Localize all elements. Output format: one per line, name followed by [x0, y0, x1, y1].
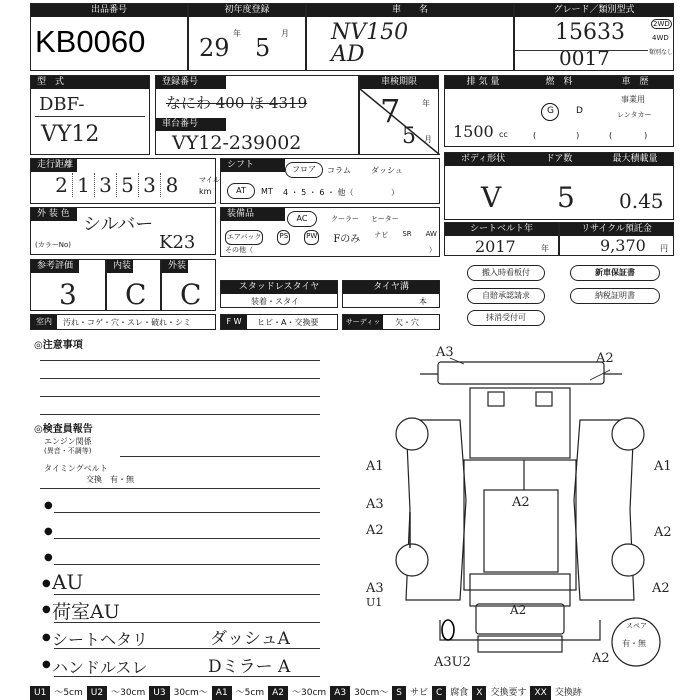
mileage-digit: 8 — [165, 173, 179, 197]
color-box — [30, 207, 216, 255]
studless-text: 装着・スタイ — [251, 297, 299, 306]
reg-year-unit: 年 — [233, 29, 241, 38]
mileage-meter: マイル — [199, 176, 220, 184]
grade-code: 15633 — [555, 20, 625, 45]
caution-label: ◎注意事項 — [34, 340, 83, 351]
inspection-month-unit: 月 — [424, 135, 432, 144]
model-prefix: DBF- — [39, 94, 85, 115]
doc-cancel: 抹消受付可 — [467, 310, 545, 326]
engine-box — [444, 75, 674, 147]
engine-notes-sub: (異音・不調等) — [44, 447, 92, 455]
damage-label: A3 — [366, 497, 384, 512]
inspection-year: 7 — [380, 92, 401, 130]
legend-key: A2 — [268, 686, 288, 700]
doc-tax: 納税証明書 — [570, 288, 660, 304]
color-label: 外 装 色 — [31, 208, 77, 221]
spare-label: スペア — [626, 622, 647, 630]
legend-value: 30cm～ — [173, 688, 208, 698]
damage-label: A3 — [366, 581, 384, 596]
bullet: ● — [44, 500, 53, 511]
body-style-label: ボディ形状 — [460, 154, 506, 164]
damage-legend — [30, 686, 700, 700]
studless-label: スタッドレスタイヤ — [221, 281, 337, 294]
damage-label: A2 — [592, 651, 610, 666]
chassis-number: VY12-239002 — [172, 132, 302, 154]
color-name: シルバー — [83, 214, 154, 235]
shift-gears: 4 ・ 5 ・ 6 ・ 他（ — [283, 188, 354, 197]
interior-cond-box — [30, 314, 216, 330]
legend-value: ～30cm — [111, 688, 146, 698]
equip-cooler: クーラー — [331, 215, 359, 223]
equip-pw: PW — [304, 230, 319, 245]
interior-score: C — [125, 278, 147, 311]
reg-month: 5 — [255, 34, 271, 62]
chassis-label: 車台番号 — [156, 118, 226, 131]
equip-sr: SR — [402, 230, 412, 238]
legend-key: U2 — [87, 686, 107, 700]
inspection-year-unit: 年 — [422, 99, 430, 108]
mileage-label: 走行距離 — [31, 159, 77, 172]
note-right-2: Dミラー A — [208, 657, 291, 677]
equip-navi: ナビ — [374, 231, 389, 239]
recycle-unit: 円 — [660, 244, 668, 253]
bullet: ● — [42, 578, 51, 589]
legend-value: ～30cm — [292, 688, 327, 698]
mileage-digit: 3 — [139, 173, 161, 197]
grade-box — [514, 3, 674, 71]
fuel-other: ( ) — [533, 131, 580, 140]
model-label: 型 式 — [31, 76, 149, 89]
mileage-digit: 2 — [51, 173, 73, 197]
registration-label: 登録番号 — [156, 76, 226, 89]
doors-label: ドア数 — [545, 154, 573, 164]
history-business: 事業用 — [621, 95, 645, 104]
drive-split: 類別なし — [649, 49, 674, 56]
note-3: シートヘタリ — [52, 630, 149, 649]
fuel-d: D — [576, 106, 583, 116]
shift-close: ） — [391, 188, 399, 197]
exterior-score: C — [180, 278, 202, 311]
registration-box — [155, 75, 359, 155]
legend-key: XX — [530, 686, 550, 700]
reg-month-unit: 月 — [281, 29, 289, 38]
equip-other-close: ） — [429, 246, 436, 254]
shift-at: AT — [227, 183, 255, 199]
recycle-amount: 9,370 — [600, 236, 646, 255]
equip-airbag: エアバック — [225, 230, 263, 245]
history-label: 車 歴 — [621, 77, 649, 87]
fw-items: ヒビ・A・交換要 — [257, 318, 319, 327]
damage-label: A1 — [366, 459, 384, 474]
plate-number: なにわ 400 ほ 4319 — [166, 94, 308, 112]
doors: 5 — [557, 181, 575, 214]
equipment-label: 装備品 — [221, 208, 285, 221]
sunroof-box — [342, 314, 440, 340]
ref-score: 3 — [59, 278, 77, 311]
mileage-box — [30, 158, 220, 204]
capacity: 0.45 — [619, 189, 664, 213]
lot-number-box — [30, 3, 188, 71]
interior-cond-label: 室内 — [31, 315, 57, 329]
doc-warranty: 新車保証書 — [570, 265, 660, 281]
spare-options: 有・無 — [622, 639, 646, 648]
color-code-label: (カラーNo) — [35, 241, 71, 249]
sunroof-label: サーディッキ — [343, 315, 383, 329]
fw-box — [220, 314, 338, 330]
equipment-items — [225, 230, 437, 245]
mileage-unit: km — [199, 187, 212, 196]
interior-cond-items: 汚れ・コゲ・穴・スレ・破れ・シミ — [63, 318, 191, 327]
inspection-label: 車検期限 — [360, 76, 438, 89]
drive-4wd: 4WD — [652, 34, 669, 42]
tire-box — [342, 280, 440, 308]
note-2: 荷室AU — [52, 601, 120, 623]
reg-year: 29 — [199, 34, 230, 62]
damage-label: A1 — [654, 459, 672, 474]
displacement: 1500 — [453, 122, 494, 141]
lot-number: KB0060 — [35, 24, 146, 59]
studless-box — [220, 280, 338, 308]
seatbelt-year: 2017 — [475, 237, 516, 256]
body-header — [445, 153, 673, 166]
history-rental: レンタカー — [617, 111, 652, 119]
legend-value: 腐食 — [450, 688, 469, 698]
bullet: ● — [42, 604, 51, 615]
model-box — [30, 75, 150, 155]
equip-aw: AW — [425, 230, 437, 238]
lot-number-label: 出品番号 — [31, 4, 187, 17]
bullet: ● — [42, 659, 51, 670]
engine-header — [445, 76, 673, 89]
legend-value: 30cm～ — [354, 688, 389, 698]
engine-notes-label: エンジン関係 — [44, 437, 92, 446]
fuel-label: 燃 料 — [545, 77, 573, 87]
doc-insurance: 自賠承認請求 — [467, 288, 545, 304]
drive-2wd: 2WD — [653, 20, 670, 28]
equip-heater: ヒーター — [371, 215, 399, 223]
car-name: NV150 AD — [331, 20, 409, 67]
sunroof-items: 欠・穴 — [395, 318, 419, 327]
seatbelt-label: シートベルト年 — [445, 223, 558, 236]
body-style: V — [481, 181, 502, 214]
mileage-digit: 3 — [95, 173, 117, 197]
note-1: AU — [52, 570, 84, 594]
inspection-month: 5 — [402, 124, 416, 149]
shift-column: コラム — [327, 166, 351, 175]
legend-key: U3 — [149, 686, 169, 700]
interior-score-box — [106, 259, 161, 311]
timing-sub: 交換 有・無 — [86, 475, 134, 484]
damage-label: A3 — [436, 345, 454, 360]
shift-mt: MT — [261, 187, 273, 196]
legend-key: S — [392, 686, 406, 700]
shift-label: シフト — [221, 159, 285, 172]
shift-dash: ダッシュ — [371, 166, 403, 175]
grade-label: グレード／類別型式 — [515, 4, 673, 17]
legend-value: ～5cm — [235, 688, 265, 698]
displacement-label: 排 気 量 — [466, 77, 500, 87]
bullet: ● — [44, 526, 53, 537]
equip-f-only: Fのみ — [333, 234, 361, 245]
bullet: ● — [44, 552, 53, 563]
legend-key: X — [472, 686, 486, 700]
bullet: ● — [42, 632, 51, 643]
mileage-digits — [51, 173, 183, 197]
note-right-1: ダッシュA — [210, 629, 290, 649]
inspection-box — [359, 75, 439, 155]
timing-label: タイミングベルト — [44, 464, 108, 473]
displacement-unit: cc — [499, 130, 508, 139]
seatbelt-box — [444, 222, 559, 256]
legend-value: サビ — [409, 688, 428, 698]
equipment-box — [220, 207, 440, 257]
seatbelt-year-unit: 年 — [541, 244, 549, 253]
color-code: K23 — [159, 232, 196, 253]
car-name-label: 車 名 — [307, 4, 513, 17]
mileage-digit: 5 — [117, 173, 139, 197]
ref-score-label: 参考評価点 — [31, 260, 79, 273]
legend-value: 交換要す — [490, 688, 527, 698]
note-4: ハンドルスレ — [52, 658, 148, 677]
exterior-score-box — [161, 259, 216, 311]
first-registration-label: 初年度登録 — [189, 4, 305, 17]
damage-label: A3U2 — [434, 655, 471, 670]
inspector-label: ◎検査員報告 — [34, 424, 93, 435]
car-damage-diagram — [360, 340, 690, 686]
equip-ps: PS — [277, 230, 290, 245]
damage-label: A2 — [654, 525, 672, 540]
legend-value: ～5cm — [54, 688, 83, 698]
exterior-score-label: 外装 — [162, 260, 188, 273]
damage-label: A2 — [510, 603, 527, 617]
legend-value: 交換跡 — [554, 688, 582, 698]
damage-label: U1 — [366, 596, 383, 609]
recycle-box — [559, 222, 674, 256]
damage-label: A2 — [652, 581, 670, 596]
history-other: ( ) — [609, 131, 648, 140]
mileage-digit: 1 — [73, 173, 95, 197]
legend-key: C — [432, 686, 446, 700]
fw-label: F W — [221, 315, 247, 329]
interior-score-label: 内装 — [107, 260, 133, 273]
doc-signboard: 搬入時看板付 — [467, 265, 545, 281]
legend-key: A1 — [212, 686, 232, 700]
model-code: VY12 — [41, 122, 100, 147]
legend-key: U1 — [30, 686, 50, 700]
equip-other-label: その他（ — [225, 246, 253, 254]
capacity-label: 最大積載量 — [612, 154, 658, 164]
fuel-g: G — [547, 106, 554, 116]
tire-label: タイヤ溝 — [343, 281, 439, 294]
legend-key: A3 — [330, 686, 350, 700]
ref-score-box — [30, 259, 106, 311]
damage-label: A2 — [366, 523, 384, 538]
first-registration-box — [188, 3, 306, 71]
equip-ac: AC — [287, 211, 317, 227]
shift-floor: フロア — [285, 162, 323, 178]
grade-code-2: 0017 — [559, 46, 610, 70]
body-box — [444, 152, 674, 220]
damage-label: A2 — [596, 351, 614, 366]
tire-unit: 本 — [419, 297, 427, 306]
car-name-box — [306, 3, 514, 71]
shift-box — [220, 158, 440, 204]
recycle-label: リサイクル預託金 — [560, 223, 673, 236]
damage-label: A2 — [512, 495, 530, 510]
